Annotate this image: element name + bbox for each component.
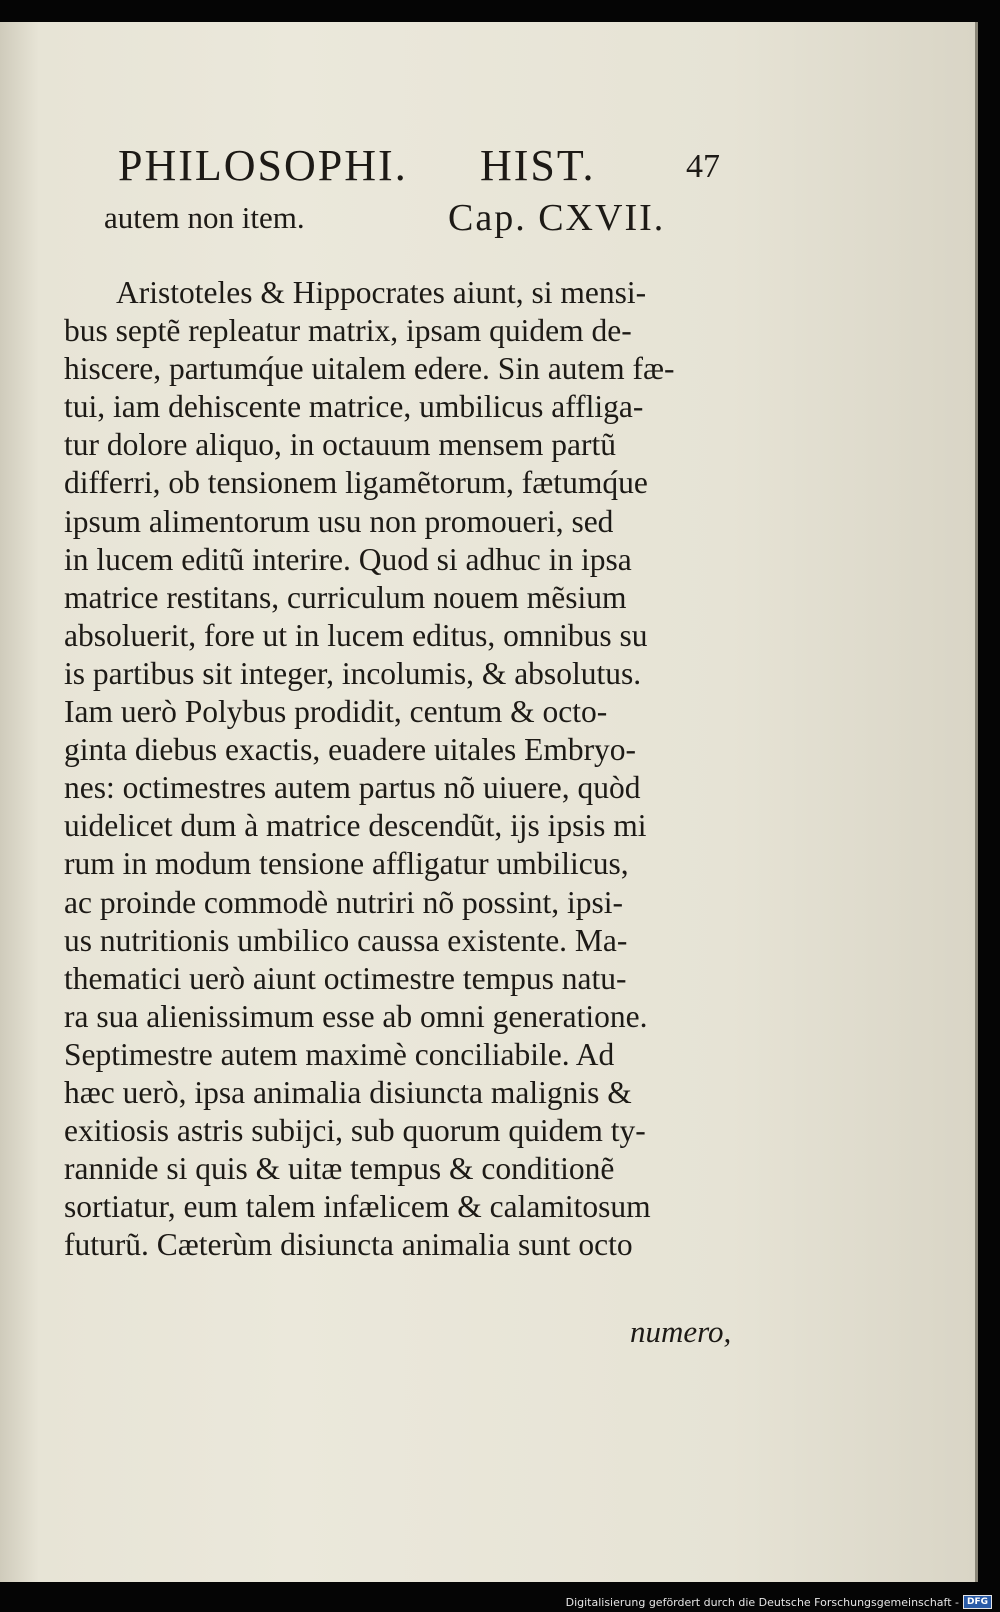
body-text <box>64 274 764 1264</box>
text-line: thematici uerò aiunt octimestre tempus natu- <box>64 960 627 996</box>
text-line: tui, iam dehiscente matrice, umbilicus affliga- <box>64 389 644 425</box>
dfg-logo: DFG <box>963 1595 992 1609</box>
running-title-right: HIST. <box>480 141 596 190</box>
text-line: ginta diebus exactis, euadere uitales Embryo- <box>64 732 637 768</box>
text-line: Iam uerò Polybus prodidit, centum & octo- <box>64 694 608 730</box>
catchword: numero, <box>630 1314 732 1349</box>
text-line: rum in modum tensione affligatur umbilicus, <box>64 846 629 882</box>
text-line: differri, ob tensionem ligamẽtorum, fætumq́ue <box>64 465 648 501</box>
text-line: tur dolore aliquo, in octauum mensem partũ <box>64 427 616 463</box>
text-line: ra sua alienissimum esse ab omni generatione. <box>64 998 648 1034</box>
text-line: rannide si quis & uitæ tempus & conditionẽ <box>64 1151 615 1187</box>
digitization-credit <box>566 1595 992 1609</box>
text-line: exitiosis astris subĳci, sub quorum quidem ty- <box>64 1113 646 1149</box>
section-end-text: autem non item. <box>104 200 305 235</box>
text-line: matrice restitans, curriculum nouem mẽsium <box>64 579 627 615</box>
chapter-title: Cap. CXVII. <box>448 197 666 239</box>
text-line: sortiatur, eum talem infælicem & calamitosum <box>64 1189 651 1225</box>
text-line: bus septẽ repleatur matrix, ipsam quidem de- <box>64 313 632 349</box>
text-line: hæc uerò, ipsa animalia disiuncta malignis & <box>64 1074 632 1110</box>
text-line: in lucem editũ interire. Quod si adhuc in ipsa <box>64 541 632 577</box>
credit-text: Digitalisierung gefördert durch die Deutsche Forschungsgemeinschaft - <box>565 1595 959 1609</box>
text-line: is partibus sit integer, incolumis, & absolutus. <box>64 655 642 691</box>
text-line: Septimestre autem maximè conciliabile. Ad <box>64 1036 615 1072</box>
running-title-left: PHILOSOPHI. <box>118 141 408 190</box>
text-line: absoluerit, fore ut in lucem editus, omnibus su <box>64 617 648 653</box>
text-line: Aristoteles & Hippocrates aiunt, si mensi- <box>116 275 647 310</box>
text-line: ipsum alimentorum usu non promoueri, sed <box>64 503 614 539</box>
text-line: uidelicet dum à matrice descendũt, ĳs ipsis mi <box>64 808 647 844</box>
text-line: hiscere, partumq́ue uitalem edere. Sin autem fæ- <box>64 351 675 387</box>
page-number: 47 <box>686 148 720 185</box>
book-page <box>0 22 978 1582</box>
text-line: nes: octimestres autem partus nõ uiuere, quòd <box>64 770 641 806</box>
text-line: futurũ. Cæterùm disiuncta animalia sunt octo <box>64 1227 633 1263</box>
text-line: ac proinde commodè nutriri nõ possint, ipsi- <box>64 884 624 920</box>
text-line: us nutritionis umbilico caussa existente. Ma- <box>64 922 628 958</box>
